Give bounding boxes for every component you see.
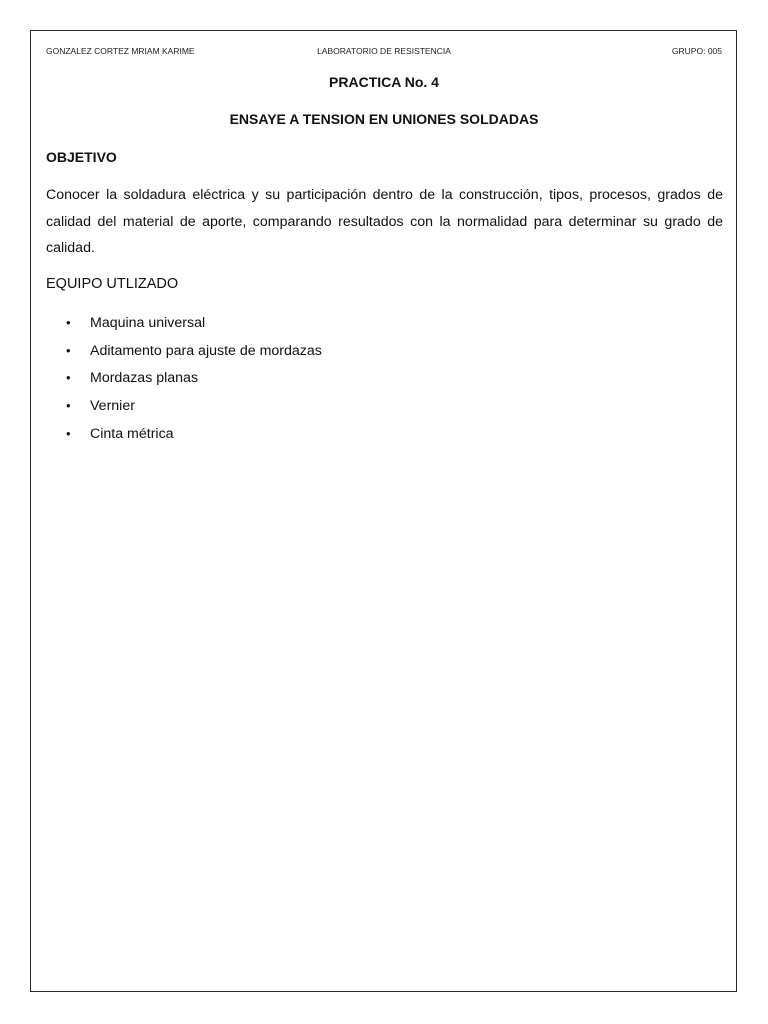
practice-title: PRACTICA No. 4 [329,74,439,90]
list-item [46,340,322,368]
list-item-label: Maquina universal [90,315,206,331]
list-item-label: Cinta métrica [90,425,174,442]
list-item-label: Aditamento para ajuste de mordazas [90,342,322,359]
objective-paragraph: Conocer la soldadura eléctrica y su participación dentro de la construcción, tipos, procesos, grados de calidad del material de aporte, comparando resultados con la normalidad para determinar su grado de calidad. [46,187,723,256]
bullet-icon: • [66,425,71,441]
practice-subtitle: ENSAYE A TENSION EN UNIONES SOLDADAS [229,111,539,127]
header-author: GONZALEZ CORTEZ MRIAM KARIME [46,46,195,56]
list-item [46,423,322,451]
bullet-icon: • [66,315,71,330]
bullet-icon: • [66,370,71,386]
page-header [46,46,722,58]
list-item [46,395,322,423]
list-item [46,312,322,340]
objective-heading: OBJETIVO [46,149,117,165]
list-item-label: Mordazas planas [90,370,199,387]
bullet-icon: • [66,342,71,358]
bullet-icon: • [66,398,71,414]
equipment-list [46,312,322,450]
header-group: GRUPO: 005 [671,46,722,56]
list-item-label: Vernier [90,398,135,415]
header-course: LABORATORIO DE RESISTENCIA [317,46,451,56]
list-item [46,367,322,395]
equipment-heading: EQUIPO UTLIZADO [46,276,179,292]
page-border [30,30,737,992]
